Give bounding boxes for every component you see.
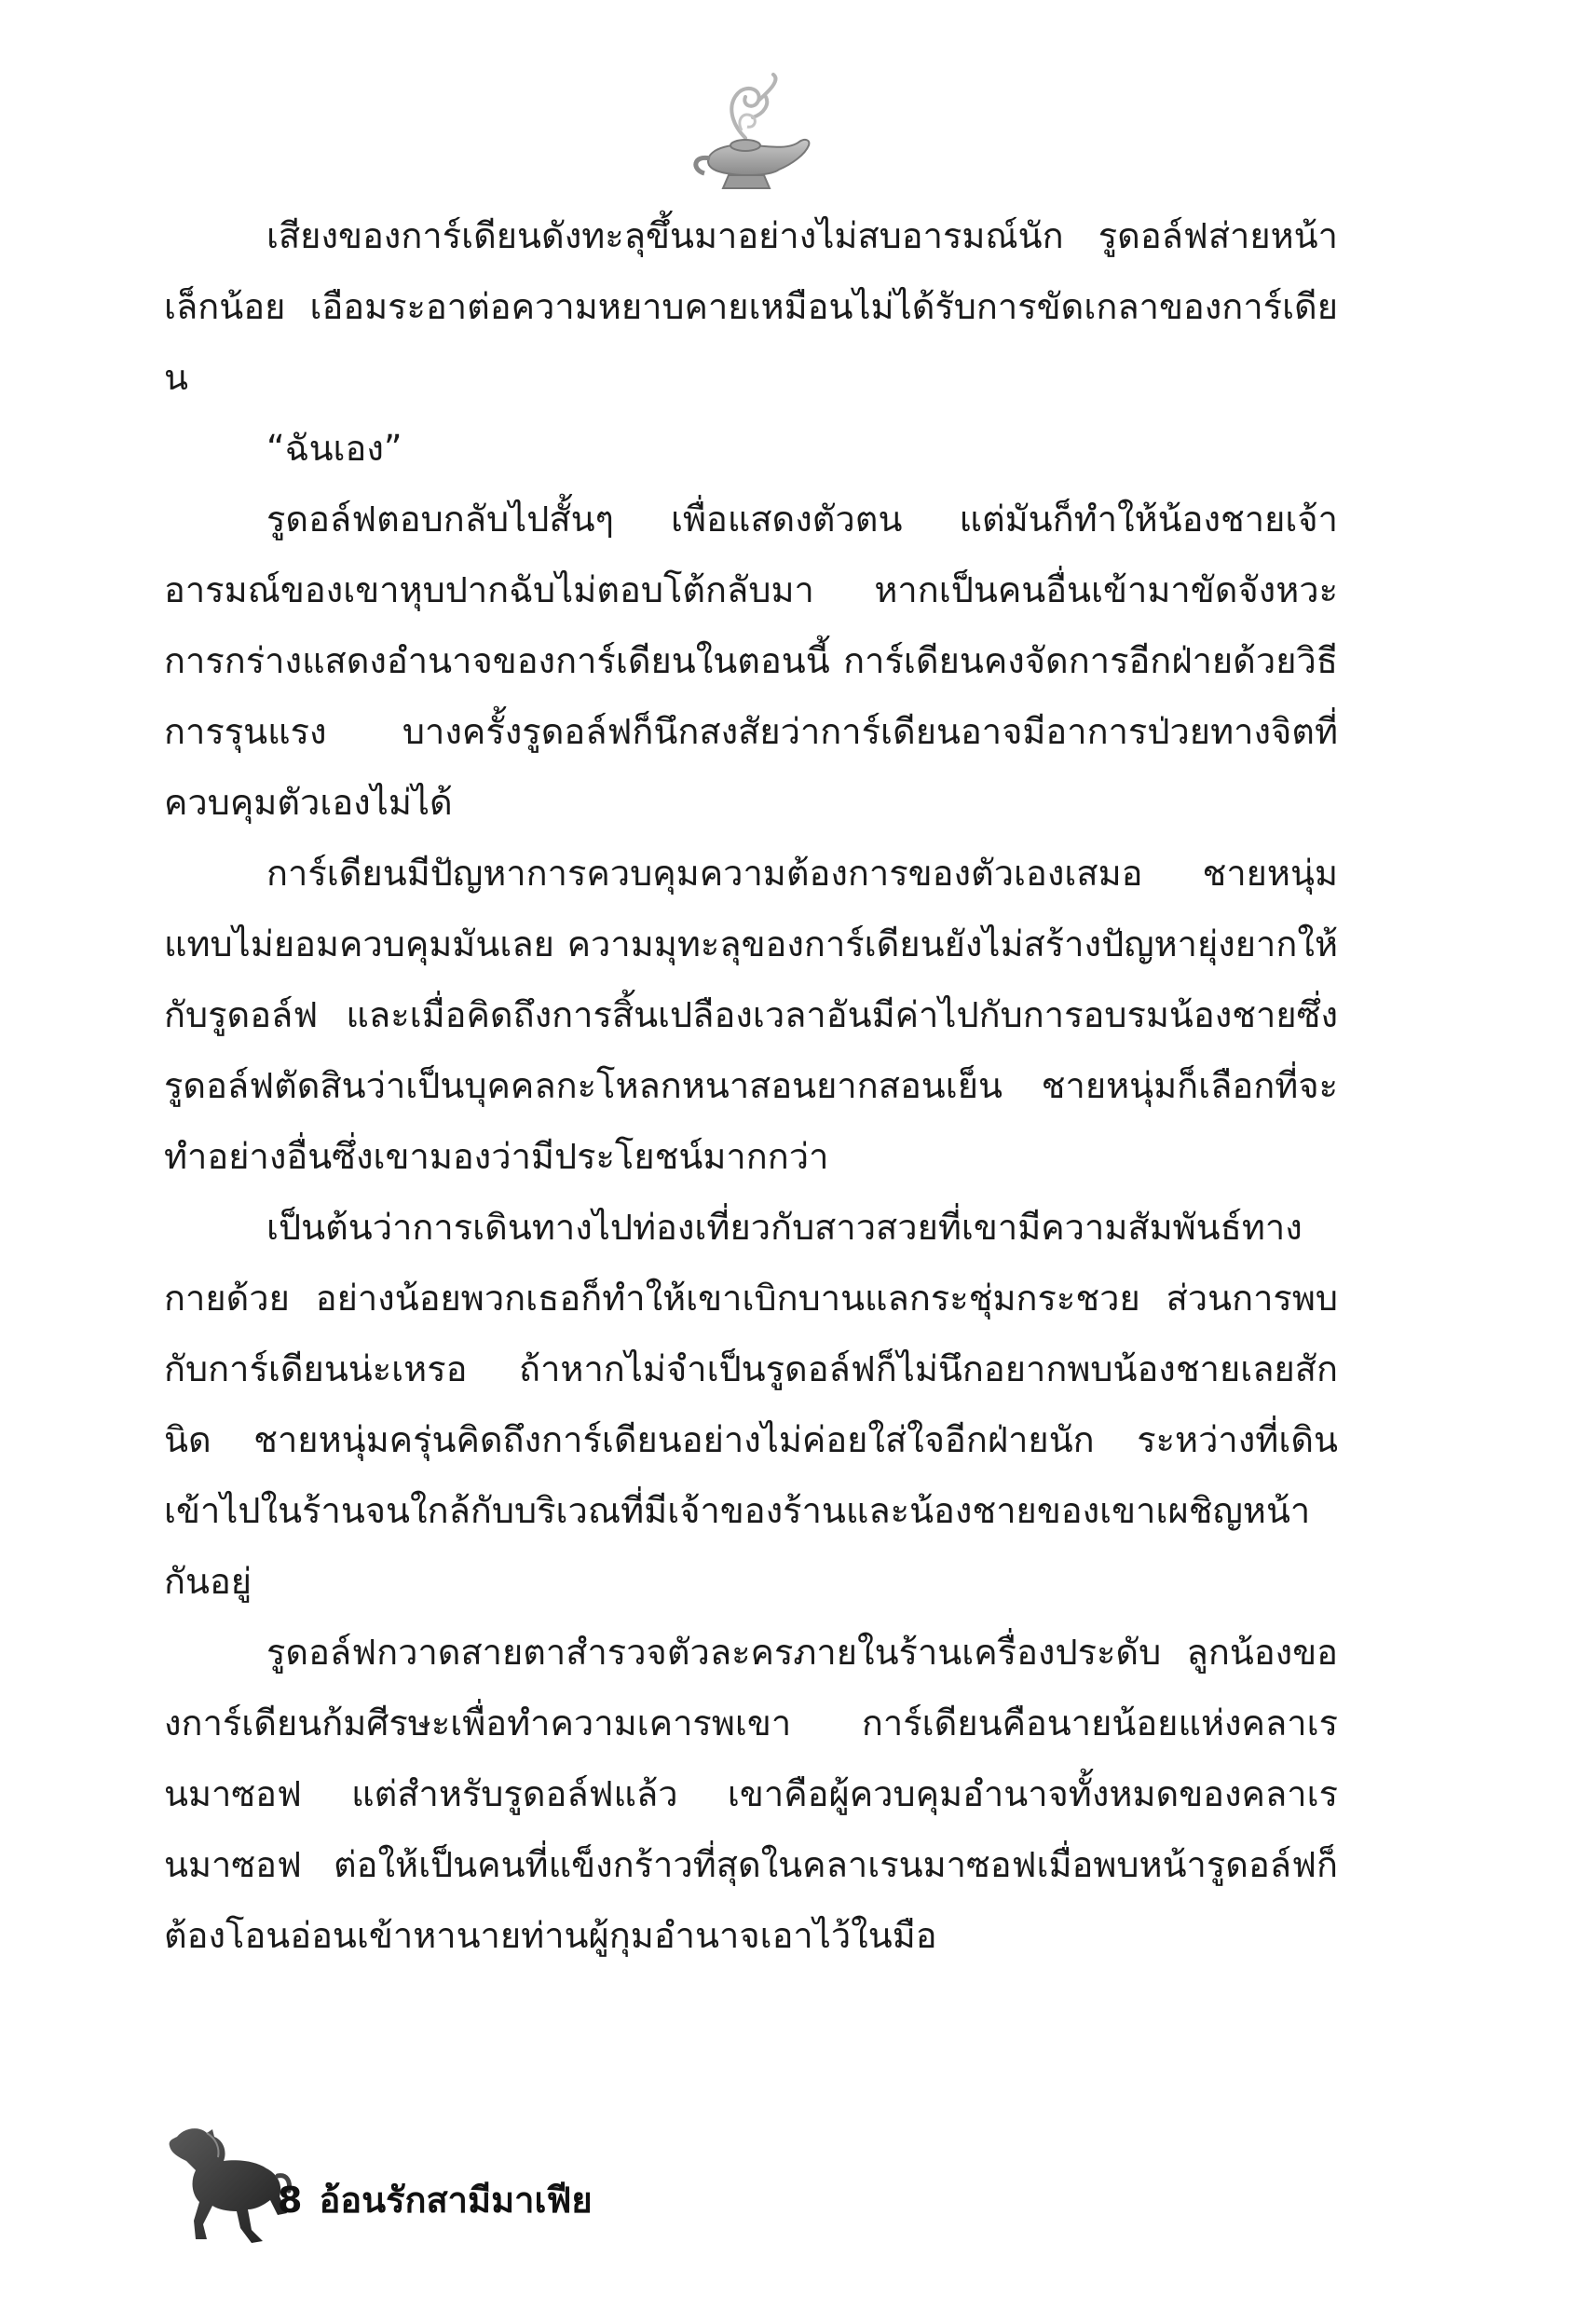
page-number: 8 <box>278 2180 303 2221</box>
paragraph: รูดอล์ฟกวาดสายตาสำรวจตัวละครภายในร้านเครื่องประดับ ลูกน้องของการ์เดียนก้มศีรษะเพื่อทำความเคารพเขา การ์เดียนคือนายน้อยแห่งคลาเรนมาซอฟ แต่สำหรับรูดอล์ฟแล้ว เขาคือผู้ควบคุมอำนาจทั้งหมดของคลาเรนมาซอฟ ต่อให้เป็นคนที่แข็งกร้าวที่สุดในคลาเรนมาซอฟเมื่อพบหน้ารูดอล์ฟก็ต้องโอนอ่อนเข้าหานายท่านผู้กุมอำนาจเอาไว้ในมือ <box>164 1632 1338 1956</box>
page-footer <box>158 2120 811 2250</box>
horse-icon <box>158 2120 293 2250</box>
paragraph: รูดอล์ฟตอบกลับไปสั้นๆ เพื่อแสดงตัวตน แต่มันก็ทำให้น้องชายเจ้าอารมณ์ของเขาหุบปากฉับไม่ตอบโต้กลับมา หากเป็นคนอื่นเข้ามาขัดจังหวะการกร่างแสดงอำนาจของการ์เดียนในตอนนี้ การ์เดียนคงจัดการอีกฝ่ายด้วยวิธีการรุนแรง บางครั้งรูดอล์ฟก็นึกสงสัยว่าการ์เดียนอาจมีอาการป่วยทางจิตที่ควบคุมตัวเองไม่ได้ <box>164 499 1338 823</box>
paragraph: เป็นต้นว่าการเดินทางไปท่องเที่ยวกับสาวสวยที่เขามีความสัมพันธ์ทางกายด้วย อย่างน้อยพวกเธอก็ทำให้เขาเบิกบานแลกระชุ่มกระชวย ส่วนการพบกับการ์เดียนน่ะเหรอ ถ้าหากไม่จำเป็นรูดอล์ฟก็ไม่นึกอยากพบน้องชายเลยสักนิด ชายหนุ่มครุ่นคิดถึงการ์เดียนอย่างไม่ค่อยใส่ใจอีกฝ่ายนัก ระหว่างที่เดินเข้าไปในร้านจนใกล้กับบริเวณที่มีเจ้าของร้านและน้องชายของเขาเผชิญหน้ากันอยู่ <box>164 1207 1338 1602</box>
book-title: อ้อนรักสามีมาเฟีย <box>319 2180 593 2221</box>
paragraph: “ฉันเอง” <box>266 428 402 469</box>
paragraph: การ์เดียนมีปัญหาการควบคุมความต้องการของตัวเองเสมอ ชายหนุ่มแทบไม่ยอมควบคุมมันเลย ความมุทะลุของการ์เดียนยังไม่สร้างปัญหายุ่งยากให้กับรูดอล์ฟ และเมื่อคิดถึงการสิ้นเปลืองเวลาอันมีค่าไปกับการอบรมน้องชายซึ่งรูดอล์ฟตัดสินว่าเป็นบุคคลกะโหลกหนาสอนยากสอนเย็น ชายหนุ่มก็เลือกที่จะทำอย่างอื่นซึ่งเขามองว่ามีประโยชน์มากกว่า <box>164 853 1338 1177</box>
paragraph: เสียงของการ์เดียนดังทะลุขึ้นมาอย่างไม่สบอารมณ์นัก รูดอล์ฟส่ายหน้าเล็กน้อย เอือมระอาต่อความหยาบคายเหมือนไม่ได้รับการขัดเกลาของการ์เดียน <box>164 215 1338 398</box>
genie-lamp-icon <box>680 73 820 203</box>
folio <box>278 2171 593 2228</box>
body-text <box>164 200 1338 1971</box>
